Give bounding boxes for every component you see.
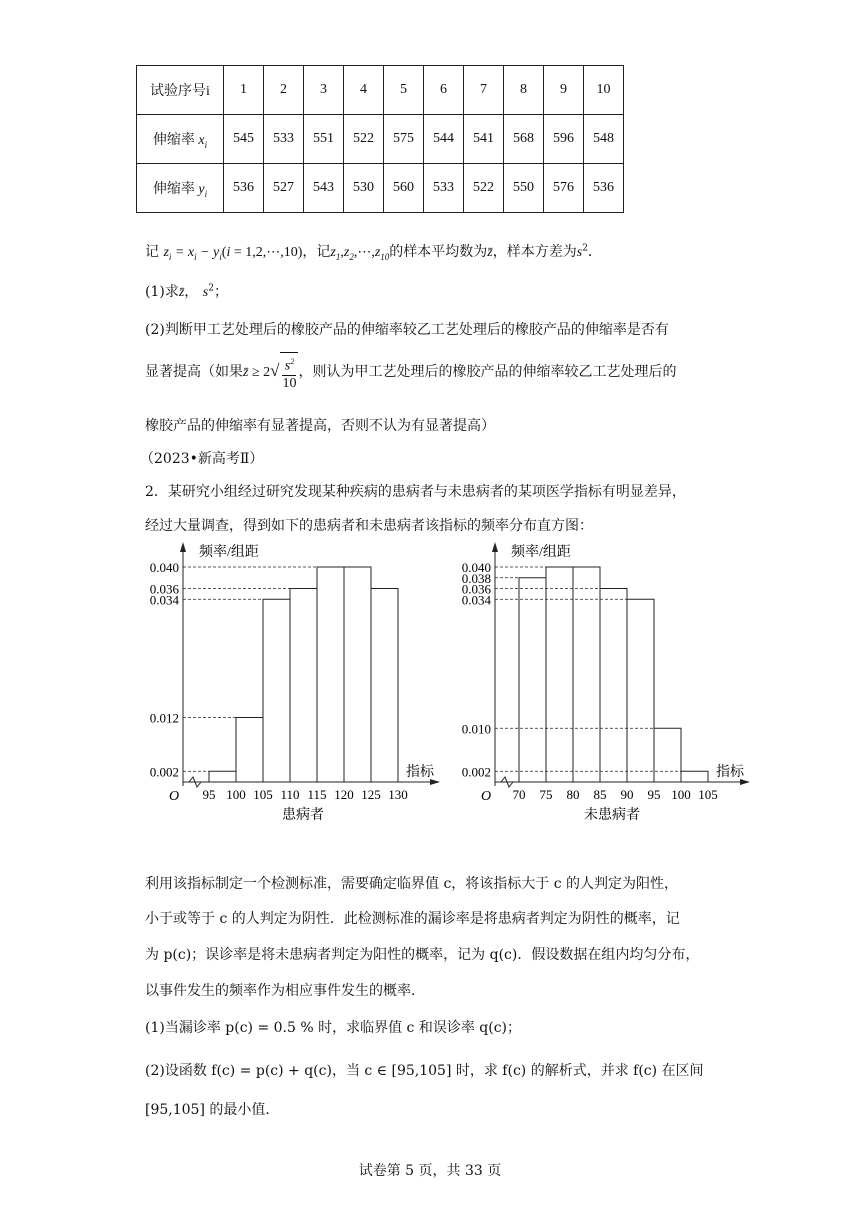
histogram-bar bbox=[371, 589, 398, 783]
problem-2-line2: 经过大量调查，得到如下的患病者和未患病者该指标的频率分布直方图： bbox=[145, 518, 593, 534]
problem-3-line2: 小于或等于 c 的人判定为阴性．此检测标准的漏诊率是将患病者判定为阴性的概率，记 bbox=[145, 911, 680, 927]
y-tick-label: 0.012 bbox=[149, 710, 179, 726]
x-tick-label: 125 bbox=[361, 787, 381, 802]
y-tick-label: 0.040 bbox=[149, 560, 179, 575]
table-cell: 9 bbox=[544, 66, 584, 115]
x-tick-label: 90 bbox=[620, 787, 634, 802]
table-cell: 543 bbox=[304, 164, 344, 213]
y-tick-label: 0.034 bbox=[461, 592, 491, 608]
x-tick-label: 130 bbox=[388, 787, 408, 802]
x-tick-label: 110 bbox=[280, 787, 300, 802]
table-row bbox=[137, 115, 624, 164]
table-cell: 545 bbox=[224, 115, 264, 164]
histogram-bar bbox=[263, 599, 290, 782]
table-cell: 527 bbox=[264, 164, 304, 213]
y-axis-label: 频率/组距 bbox=[199, 545, 259, 560]
table-cell: 522 bbox=[464, 164, 504, 213]
table-cell: 2 bbox=[264, 66, 304, 115]
y-tick-label: 0.036 bbox=[461, 581, 491, 597]
histogram-bar bbox=[681, 771, 708, 782]
y-tick-label: 0.034 bbox=[149, 592, 179, 608]
table-cell: 541 bbox=[464, 115, 504, 164]
x-tick-label: 95 bbox=[647, 787, 661, 802]
problem-3-line3: 为 p(c)；误诊率是将未患病者判定为阳性的概率，记为 q(c)．假设数据在组内均匀分布， bbox=[145, 947, 700, 963]
question-2-2-line2: [95,105] 的最小值． bbox=[145, 1102, 280, 1118]
histogram-bar bbox=[209, 771, 236, 782]
histogram-bar bbox=[344, 567, 371, 782]
x-axis-label: 指标 bbox=[406, 765, 434, 780]
histogram-bar bbox=[654, 728, 681, 782]
y-tick-label: 0.036 bbox=[149, 581, 179, 597]
question-2-1: (1)当漏诊率 p(c) = 0.5 % 时，求临界值 c 和误诊率 q(c)； bbox=[145, 1020, 522, 1036]
histogram-non-patients bbox=[445, 540, 760, 840]
histogram-bar bbox=[627, 599, 654, 782]
histogram-patients bbox=[140, 540, 450, 840]
table-cell: 544 bbox=[424, 115, 464, 164]
criterion-formula: z̄ ≥ 2√ $\frac{s^2}{10}$ bbox=[243, 365, 298, 380]
histogram-bar bbox=[317, 567, 344, 782]
formula-zi: $z_i = x_i - y_i(i$ = 1,2,⋯,10) bbox=[163, 245, 303, 262]
x-tick-label: 75 bbox=[539, 787, 553, 802]
source-tag: （2023•新高考Ⅱ） bbox=[140, 451, 264, 467]
table-cell: 522 bbox=[344, 115, 384, 164]
x-tick-label: 105 bbox=[698, 787, 718, 802]
y-axis-label: 频率/组距 bbox=[511, 545, 571, 560]
x-tick-label: 100 bbox=[671, 787, 691, 802]
question-2-2-line1: (2)设函数 f(c) = p(c) + q(c)，当 c ∈ [95,105] 时，求 f(c) 的解析式，并求 f(c) 在区间 bbox=[145, 1063, 704, 1079]
histogram-bar bbox=[519, 578, 546, 782]
y-axis-arrow bbox=[492, 542, 498, 552]
table-row bbox=[137, 66, 624, 115]
y-tick-label: 0.002 bbox=[461, 764, 491, 780]
table-row bbox=[137, 164, 624, 213]
chart-title: 患病者 bbox=[282, 808, 324, 823]
table-cell: 533 bbox=[424, 164, 464, 213]
x-tick-label: 100 bbox=[226, 787, 246, 802]
question-1: (1)求z̄， $s^2$； bbox=[145, 283, 228, 300]
table-cell: 551 bbox=[304, 115, 344, 164]
table-cell: 596 bbox=[544, 115, 584, 164]
table-cell: 5 bbox=[384, 66, 424, 115]
x-tick-label: 115 bbox=[307, 787, 327, 802]
x-tick-label: 80 bbox=[566, 787, 580, 802]
page-footer: 试卷第 5 页，共 33 页 bbox=[358, 1163, 502, 1179]
table-header-cell: 试验序号i bbox=[137, 66, 224, 115]
origin-label: O bbox=[169, 789, 180, 804]
question-2-line2: 显著提高（如果z̄ ≥ 2√ $\frac{s^2}{10}$ ，则认为甲工艺处理后的橡胶产品的伸缩率较乙工艺处理后的 bbox=[145, 351, 676, 393]
table-cell: 7 bbox=[464, 66, 504, 115]
table-cell: 530 bbox=[344, 164, 384, 213]
x-axis-label: 指标 bbox=[716, 765, 744, 780]
histogram-bar bbox=[236, 718, 263, 783]
question-2-line1: (2)判断甲工艺处理后的橡胶产品的伸缩率较乙工艺处理后的橡胶产品的伸缩率是否有 bbox=[145, 322, 669, 338]
y-tick-label: 0.010 bbox=[461, 721, 491, 737]
y-tick-label: 0.040 bbox=[461, 560, 491, 575]
table-cell: 8 bbox=[504, 66, 544, 115]
definition-line: 记 $z_i = x_i - y_i(i$ = 1,2,⋯,10)，记$z_1,z_2,\cdots,z_{10}$的样本平均数为z̄，样本方差为$s^2$． bbox=[145, 243, 602, 262]
chart-title: 未患病者 bbox=[584, 808, 640, 823]
y-tick-label: 0.002 bbox=[149, 764, 179, 780]
table-cell: 550 bbox=[504, 164, 544, 213]
problem-3-line4: 以事件发生的频率作为相应事件发生的概率． bbox=[145, 983, 425, 999]
x-tick-label: 105 bbox=[253, 787, 273, 802]
x-tick-label: 70 bbox=[512, 787, 526, 802]
table-cell: 4 bbox=[344, 66, 384, 115]
table-cell: 536 bbox=[224, 164, 264, 213]
x-tick-label: 85 bbox=[593, 787, 607, 802]
x-tick-label: 95 bbox=[202, 787, 216, 802]
table-cell: 560 bbox=[384, 164, 424, 213]
table-cell: 533 bbox=[264, 115, 304, 164]
x-tick-label: 120 bbox=[334, 787, 354, 802]
table-cell: 536 bbox=[584, 164, 624, 213]
table-cell: 1 bbox=[224, 66, 264, 115]
table-cell: 568 bbox=[504, 115, 544, 164]
problem-2-line1: 2．某研究小组经过研究发现某种疾病的患病者与未患病者的某项医学指标有明显差异， bbox=[145, 484, 686, 500]
question-2-line3: 橡胶产品的伸缩率有显著提高，否则不认为有显著提高） bbox=[145, 418, 495, 434]
y-axis-arrow bbox=[180, 542, 186, 552]
histogram-bar bbox=[600, 589, 627, 783]
row-y-label: 伸缩率 $y_i$ bbox=[137, 164, 224, 213]
table-cell: 548 bbox=[584, 115, 624, 164]
origin-label: O bbox=[481, 789, 492, 804]
table-cell: 3 bbox=[304, 66, 344, 115]
table-cell: 575 bbox=[384, 115, 424, 164]
table-cell: 10 bbox=[584, 66, 624, 115]
table-cell: 576 bbox=[544, 164, 584, 213]
problem-3-line1: 利用该指标制定一个检测标准，需要确定临界值 c，将该指标大于 c 的人判定为阳性， bbox=[145, 876, 679, 892]
y-tick-label: 0.038 bbox=[461, 570, 491, 586]
histogram-bar bbox=[290, 589, 317, 783]
data-table bbox=[136, 65, 624, 213]
row-x-label: 伸缩率 $x_i$ bbox=[137, 115, 224, 164]
table-cell: 6 bbox=[424, 66, 464, 115]
